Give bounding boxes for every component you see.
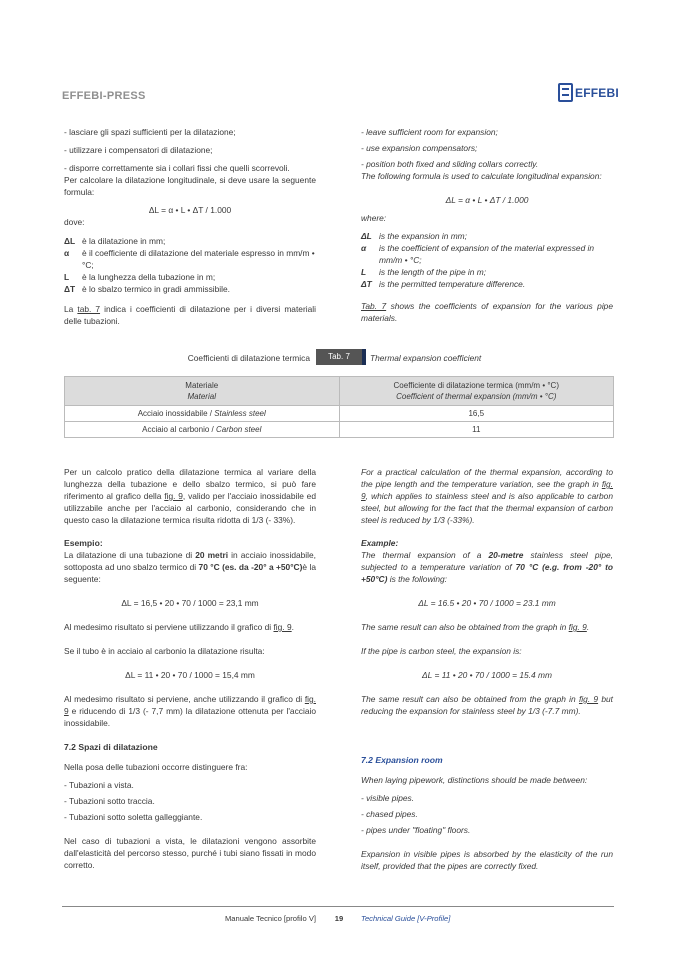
legend-item: α è il coefficiente di dilatazione del materiale espresso in mm/m • °C; [64,248,315,270]
section-heading: 7.2 Spazi di dilatazione [64,742,158,752]
footer-divider [62,906,614,907]
example-text: La dilatazione di una tubazione di 20 metri in acciaio inossidabile, sottoposta ad uno sbalzo termico di 70 °C (es. da -20° a +50°C)è la seguente: [64,550,317,584]
list-item: - Tubazioni a vista. [64,780,134,790]
effebi-logo [558,82,619,104]
bullet: - lasciare gli spazi sufficienti per la dilatazione; [64,127,236,137]
legend-item: ΔL è la dilatazione in mm; [64,236,166,246]
fig-link[interactable]: fig. 9 [578,694,599,704]
formula: ΔL = 11 • 20 • 70 / 1000 = 15,4 mm [125,670,255,680]
fig-link[interactable]: fig. 9 [64,694,316,716]
paragraph: Nel caso di tubazioni a vista, le dilatazioni vengono assorbite dall'elasticità del percorso stesso, purché i tubi siano fissati in modo corretto. [64,836,316,870]
list-item: - chased pipes. [361,809,418,819]
legend-item: ΔT is the permitted temperature difference. [361,279,526,289]
legend-item: ΔT è lo sbalzo termico in gradi ammissibile. [64,284,231,294]
formula: ΔL = 11 • 20 • 70 / 1000 = 15.4 mm [422,670,552,680]
paragraph: Al medesimo risultato si perviene, anche utilizzando il grafico di fig. 9 e riducendo di 1/3 (- 7,7 mm) la dilatazione ottenuta per l'acciaio inossidabile. [64,694,316,728]
table-caption-it: Coefficienti di dilatazione termica [187,353,310,363]
footer-left: Manuale Tecnico [profilo V] [224,914,316,923]
formula: ΔL = 16,5 • 20 • 70 / 1000 = 23,1 mm [121,598,259,608]
tab-link[interactable]: Tab. 7 [361,301,387,311]
tab-link[interactable]: tab. 7 [77,304,101,314]
brand-title: EFFEBI-PRESS [62,90,146,102]
paragraph: The same result can also be obtained from the graph in fig. 9 but reducing the expansion for stainless steel by 1/3 (-7.7 mm). [361,694,613,716]
paragraph: Per un calcolo pratico della dilatazione termica al variare della lunghezza della tubazione e dello sbalzo termico, si può fare riferimento al grafico della fig. 9, valido per l'acciaio inossidabile ed utilizzabile anche per l'acciaio al carbonio, considerando che in questo caso la dilatazione termica risulta ridotta di 1/3 (- 33%). [64,467,317,525]
paragraph: When laying pipework, distinctions should be made between: [361,775,588,785]
legend-item: ΔL is the expansion in mm; [361,231,467,241]
formula: ΔL = α • L • ΔT / 1.000 [148,205,232,215]
logo-mark-icon [558,83,573,102]
value-cell: 11 [339,422,614,438]
intro-text: Per calcolare la dilatazione longitudinale, si deve usare la seguente formula: [64,175,316,197]
table-caption-en: Thermal expansion coefficient [370,353,482,363]
where-label: dove: [64,217,85,227]
bottom-right-column [361,466,613,872]
fig-link[interactable]: fig. 9 [361,479,613,501]
material-cell: Acciaio al carbonio / Carbon steel [65,422,340,438]
table-badge-bar [362,349,366,365]
material-cell: Acciaio inossidabile / Stainless steel [65,406,340,422]
legend [361,230,613,290]
fig-link[interactable]: fig. 9 [568,622,587,632]
bullet: - leave sufficient room for expansion; [361,127,498,137]
section-heading: 7.2 Expansion room [361,755,443,765]
paragraph: Se il tubo è in acciaio al carbonio la dilatazione risulta: [64,646,265,656]
where-label: where: [361,213,387,223]
bullet: - utilizzare i compensatori di dilatazione; [64,145,213,155]
paragraph: The same result can also be obtained from the graph in fig. 9. [361,622,590,632]
example-text: The thermal expansion of a 20-metre stainless steel pipe, subjected to a temperature variation of 70 °C (e.g. from -20° to +50°C) is the following: [361,550,613,584]
header-material: Materiale Material [65,377,340,406]
example-title: Esempio: [64,538,103,548]
footer-right: Technical Guide [V-Profile] [361,914,451,923]
page-number: 19 [334,914,344,923]
table-row [65,406,614,422]
tab-reference: Tab. 7 shows the coefficients of expansion for the various pipe materials. [361,301,613,323]
bullet: - use expansion compensators; [361,143,478,153]
top-right-column [361,126,613,324]
value-cell: 16,5 [339,406,614,422]
table-badge: Tab. 7 [316,349,362,365]
table-row [65,422,614,438]
expansion-table [64,376,614,438]
paragraph: If the pipe is carbon steel, the expansion is: [361,646,522,656]
bullet: - position both fixed and sliding collars correctly. [361,159,539,169]
list-item: - visible pipes. [361,793,415,803]
example-title: Example: [361,538,399,548]
bottom-left-column [64,466,316,871]
logo-text: EFFEBI [575,86,619,100]
fig-link[interactable]: fig. 9 [273,622,292,632]
paragraph: Nella posa delle tubazioni occorre distinguere fra: [64,762,248,772]
formula: ΔL = 16.5 • 20 • 70 / 1000 = 23.1 mm [418,598,556,608]
list-item: - Tubazioni sotto traccia. [64,796,155,806]
table-header-row [65,377,614,406]
legend-item: L is the length of the pipe in m; [361,267,487,277]
legend-item: L è la lunghezza della tubazione in m; [64,272,216,282]
legend-item: α is the coefficient of expansion of the material expressed in mm/m • °C; [361,243,595,265]
paragraph: Al medesimo risultato si perviene utilizzando il grafico di fig. 9. [64,622,294,632]
formula: ΔL = α • L • ΔT / 1.000 [445,195,529,205]
paragraph: Expansion in visible pipes is absorbed by the elasticity of the run itself, provided that the pipes are correctly fixed. [361,849,613,871]
list-item: - Tubazioni sotto soletta galleggiante. [64,812,203,822]
fig-link[interactable]: fig. 9 [164,491,183,501]
list-item: - pipes under "floating" floors. [361,825,471,835]
legend [64,235,316,295]
top-left-column [64,126,316,327]
header-coefficient: Coefficiente di dilatazione termica (mm/m • °C) Coefficient of thermal expansion (mm/m • °C) [339,377,614,406]
intro-text: The following formula is used to calculate longitudinal expansion: [361,171,602,181]
tab-reference: La tab. 7 indica i coefficienti di dilatazione per i diversi materiali delle tubazioni. [64,304,316,326]
bullet: - disporre correttamente sia i collari fissi che quelli scorrevoli. [64,163,290,173]
paragraph: For a practical calculation of the thermal expansion, according to the pipe length and the temperature variation, see the graph in fig. 9, which applies to stainless steel and is also applicable to carbon steel, but allowing for the fact that the thermal expansion of carbon steel is reduced by 1/3 (-33%). [361,467,613,525]
